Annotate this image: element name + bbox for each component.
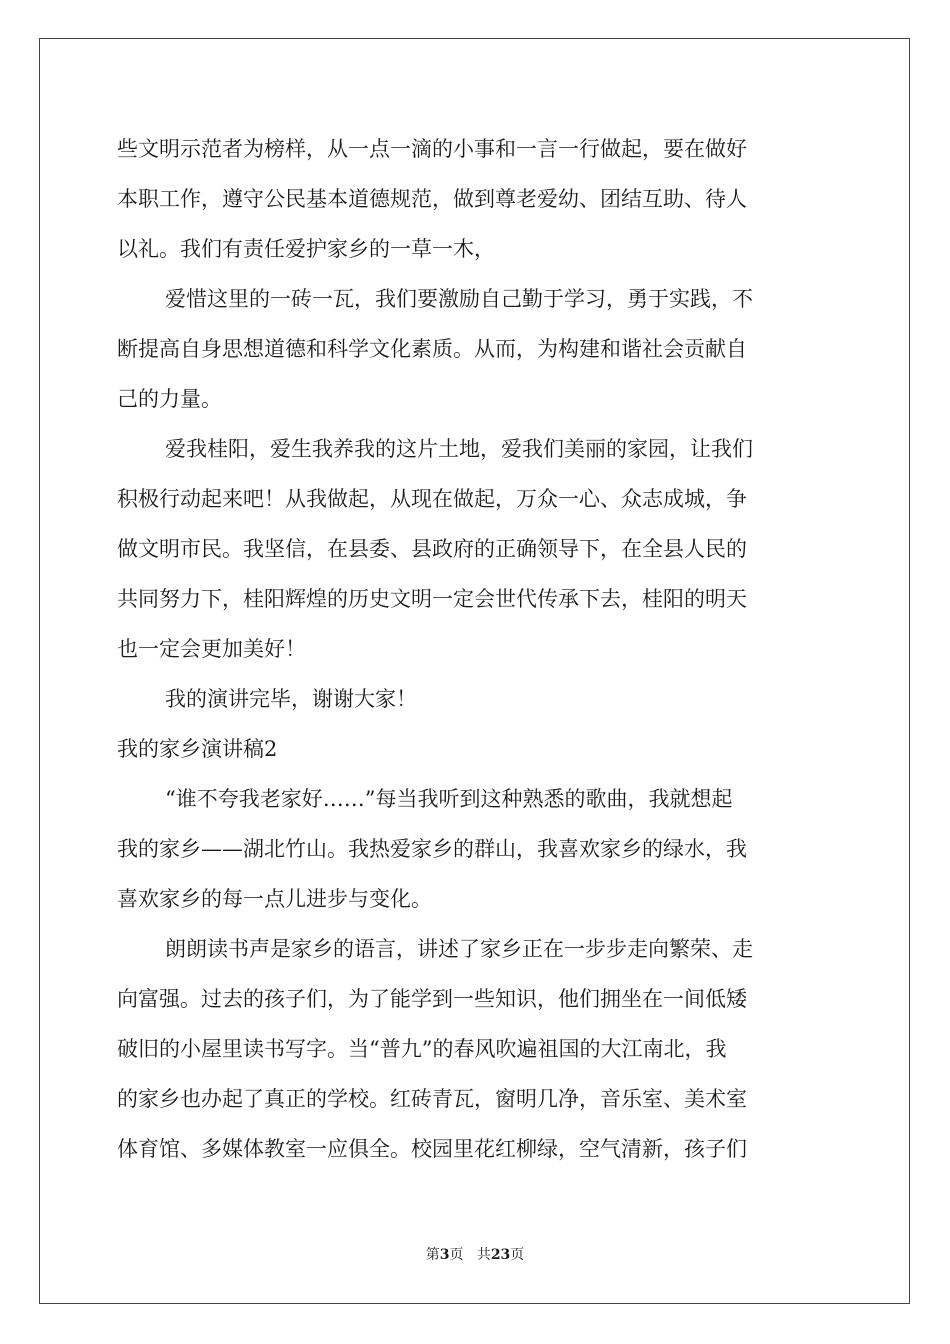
document-body (117, 124, 833, 1174)
text-line: 共同努力下，桂阳辉煌的历史文明一定会世代传承下去，桂阳的明天 (117, 587, 747, 611)
text-line: 喜欢家乡的每一点儿进步与变化。 (117, 887, 432, 911)
text-line: 我的家乡——湖北竹山。我热爱家乡的群山，我喜欢家乡的绿水，我 (117, 837, 747, 861)
text-line: 本职工作，遵守公民基本道德规范，做到尊老爱幼、团结互助、待人 (117, 187, 747, 211)
text-line: “谁不夸我老家好……”每当我听到这种熟悉的歌曲，我就想起 (165, 787, 733, 811)
total-prefix: 共 (476, 1247, 491, 1263)
page-footer (0, 1244, 950, 1264)
text-line: 破旧的小屋里读书写字。当“普九”的春风吹遍祖国的大江南北，我 (117, 1037, 727, 1061)
page-suffix: 页 (449, 1247, 464, 1263)
text-line: 以礼。我们有责任爱护家乡的一草一木， (117, 237, 495, 261)
text-line: 的家乡也办起了真正的学校。红砖青瓦，窗明几净，音乐室、美术室 (117, 1087, 747, 1111)
text-line: 做文明市民。我坚信，在县委、县政府的正确领导下，在全县人民的 (117, 537, 747, 561)
page-number: 3 (439, 1247, 450, 1263)
text-line: 体育馆、多媒体教室一应俱全。校园里花红柳绿，空气清新，孩子们 (117, 1137, 747, 1161)
text-line: 朗朗读书声是家乡的语言，讲述了家乡正在一步步走向繁荣、走 (165, 937, 753, 961)
text-line: 我的演讲完毕，谢谢大家！ (165, 687, 417, 711)
text-line: 爱我桂阳，爱生我养我的这片土地，爱我们美丽的家园，让我们 (165, 437, 753, 461)
total-suffix: 页 (510, 1247, 525, 1263)
text-line: 爱惜这里的一砖一瓦，我们要激励自己勤于学习，勇于实践，不 (165, 287, 753, 311)
text-line: 也一定会更加美好！ (117, 637, 306, 661)
total-pages: 23 (490, 1247, 511, 1263)
section-heading: 我的家乡演讲稿2 (117, 737, 278, 761)
text-line: 己的力量。 (117, 387, 222, 411)
text-line: 些文明示范者为榜样，从一点一滴的小事和一言一行做起，要在做好 (117, 137, 747, 161)
text-line: 积极行动起来吧！从我做起，从现在做起，万众一心、众志成城，争 (117, 487, 747, 511)
page-prefix: 第 (425, 1247, 440, 1263)
text-line: 向富强。过去的孩子们，为了能学到一些知识，他们拥坐在一间低矮 (117, 987, 747, 1011)
text-line: 断提高自身思想道德和科学文化素质。从而，为构建和谐社会贡献自 (117, 337, 747, 361)
